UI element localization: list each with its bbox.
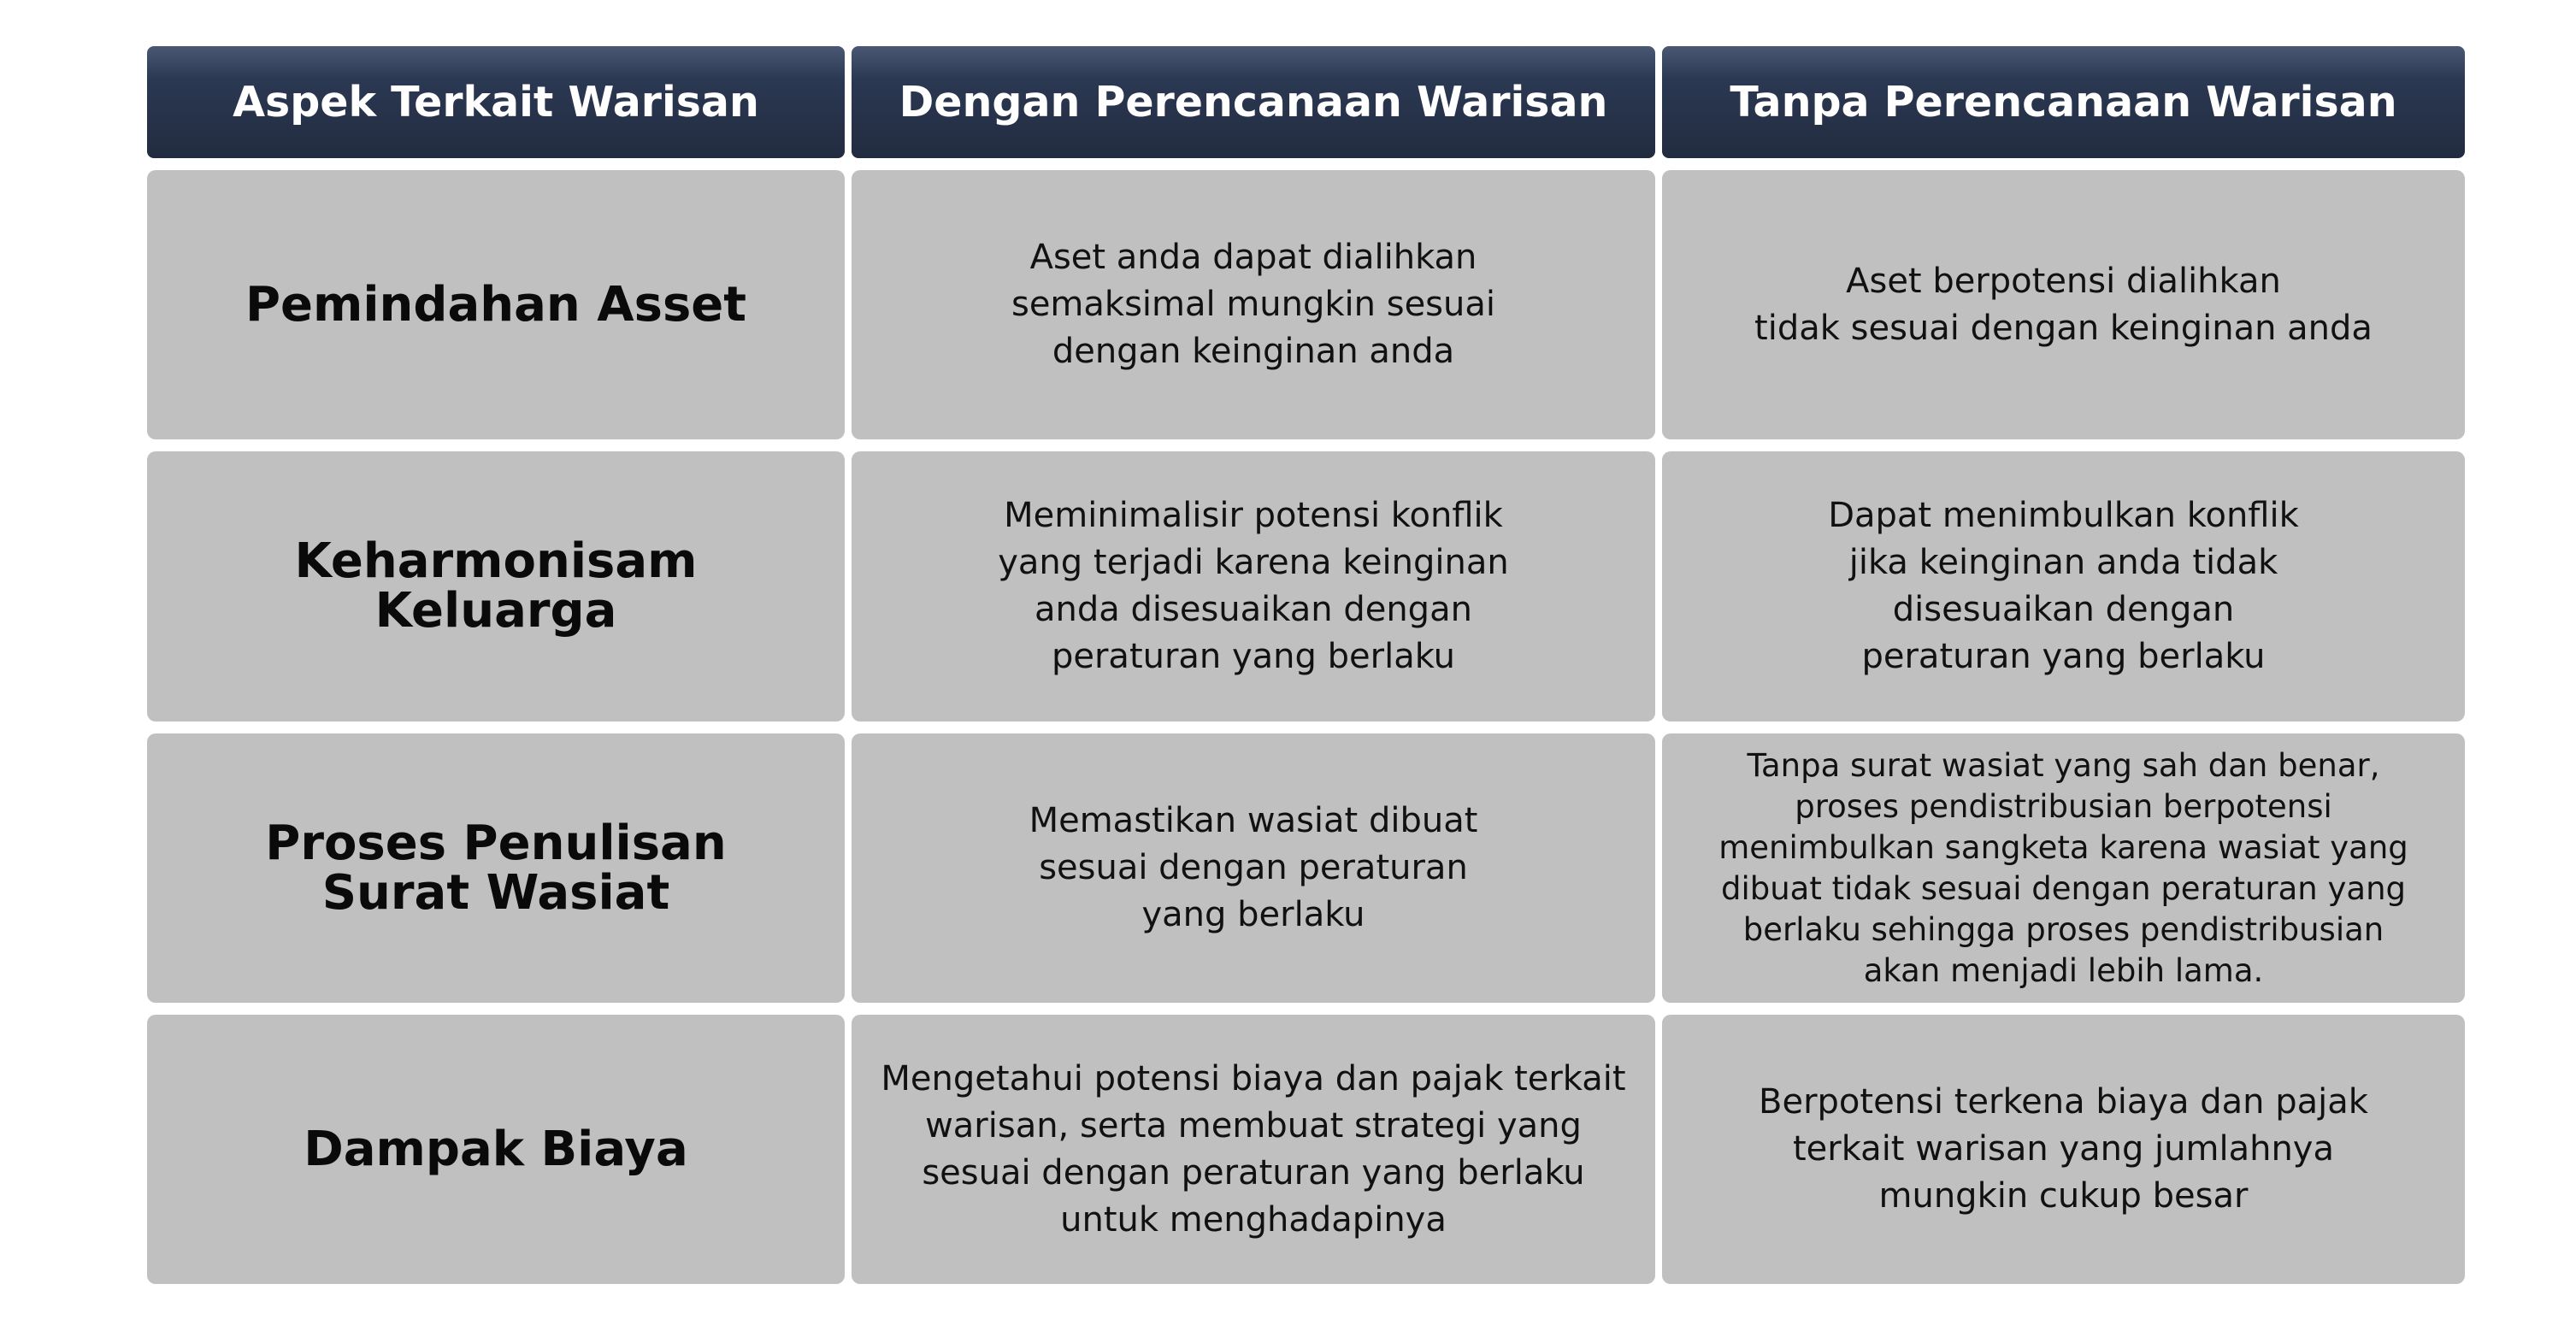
- aspect-label: Proses Penulisan Surat Wasiat: [265, 815, 727, 921]
- without-planning-text: Tanpa surat wasiat yang sah dan benar, proses pendistribusian berpotensi menimbulkan sangketa karena wasiat yang dibuat tidak sesuai dengan peraturan yang berlaku sehingga proses pendistribusian akan menjadi lebih lama.: [1718, 746, 2408, 989]
- table-row-2-without-cell: [1662, 451, 2465, 721]
- with-planning-text: Meminimalisir potensi konflik yang terjadi karena keinginan anda disesuaikan dengan peraturan yang berlaku: [998, 496, 1509, 676]
- table-row-1-without-cell: [1662, 170, 2465, 439]
- aspect-label: Pemindahan Asset: [245, 276, 747, 333]
- table-row-1-with-cell: [852, 170, 1655, 439]
- table-row-1-aspect-cell: [147, 170, 845, 439]
- without-planning-text: Aset berpotensi dialihkan tidak sesuai dengan keinginan anda: [1754, 261, 2373, 348]
- table-row-4-aspect-cell: [147, 1015, 845, 1284]
- comparison-table: [147, 46, 2465, 1284]
- header-without-planning: Tanpa Perencanaan Warisan: [1662, 46, 2465, 158]
- without-planning-text: Dapat menimbulkan konflik jika keinginan anda tidak disesuaikan dengan peraturan yang berlaku: [1828, 496, 2299, 676]
- table-row-4-with-cell: [852, 1015, 1655, 1284]
- with-planning-text: Mengetahui potensi biaya dan pajak terkait warisan, serta membuat strategi yang sesuai dengan peraturan yang berlaku untuk menghadapinya: [881, 1058, 1626, 1240]
- header-with-planning: Dengan Perencanaan Warisan: [852, 46, 1655, 158]
- with-planning-text: Memastikan wasiat dibuat sesuai dengan peraturan yang berlaku: [1029, 801, 1478, 934]
- table-row-3-without-cell: [1662, 733, 2465, 1003]
- header-aspect: Aspek Terkait Warisan: [147, 46, 845, 158]
- table-row-3-aspect-cell: [147, 733, 845, 1003]
- with-planning-text: Aset anda dapat dialihkan semaksimal mungkin sesuai dengan keinginan anda: [1011, 238, 1495, 371]
- aspect-label: Keharmonisam Keluarga: [294, 533, 698, 639]
- table-row-4-without-cell: [1662, 1015, 2465, 1284]
- aspect-label: Dampak Biaya: [304, 1121, 688, 1177]
- table-row-3-with-cell: [852, 733, 1655, 1003]
- table-row-2-with-cell: [852, 451, 1655, 721]
- without-planning-text: Berpotensi terkena biaya dan pajak terkait warisan yang jumlahnya mungkin cukup besar: [1759, 1082, 2368, 1216]
- table-row-2-aspect-cell: [147, 451, 845, 721]
